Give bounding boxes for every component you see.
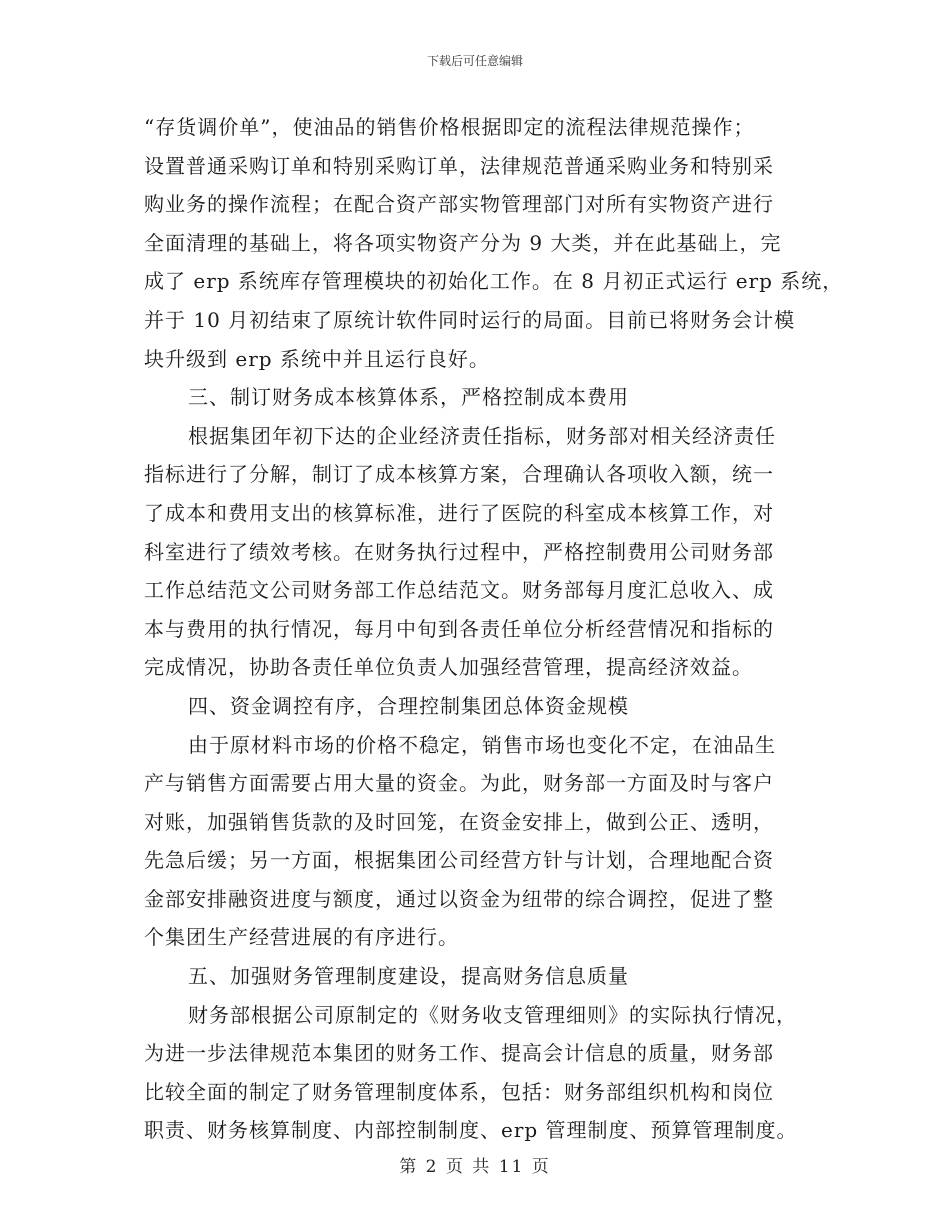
body-line: 比较全面的制定了财务管理制度体系，包括：财务部组织机构和岗位 — [144, 1079, 774, 1104]
body-line: 指标进行了分解，制订了成本核算方案，合理确认各项收入额，统一 — [144, 462, 774, 487]
body-line: 块升级到 erp 系统中并且运行良好。 — [144, 346, 490, 371]
body-line: 全面清理的基础上，将各项实物资产分为 9 大类，并在此基础上，完 — [144, 230, 782, 255]
body-line: “存货调价单”，使油品的销售价格根据即定的流程法律规范操作； — [144, 115, 755, 139]
body-line: 金部安排融资进度与额度，通过以资金为纽带的综合调控，促进了整 — [144, 886, 774, 911]
body-line: 设置普通采购订单和特别采购订单，法律规范普通采购业务和特别采 — [144, 153, 774, 178]
paragraph-start: 财务部根据公司原制定的《财务收支管理细则》的实际执行情况， — [188, 1002, 797, 1027]
body-line: 产与销售方面需要占用大量的资金。为此，财务部一方面及时与客户 — [144, 771, 774, 796]
body-line: 工作总结范文公司财务部工作总结范文。财务部每月度汇总收入、成 — [144, 578, 774, 603]
document-body — [144, 108, 844, 1150]
paragraph-start: 根据集团年初下达的企业经济责任指标，财务部对相关经济责任 — [188, 423, 776, 448]
body-line: 本与费用的执行情况，每月中旬到各责任单位分析经营情况和指标的 — [144, 616, 774, 641]
section-heading: 五、加强财务管理制度建设，提高财务信息质量 — [188, 964, 629, 989]
body-line: 个集团生产经营进展的有序进行。 — [144, 925, 459, 950]
paragraph-start: 由于原材料市场的价格不稳定，销售市场也变化不定，在油品生 — [188, 732, 776, 757]
body-line: 先急后缓；另一方面，根据集团公司经营方针与计划，合理地配合资 — [144, 848, 774, 873]
body-line: 了成本和费用支出的核算标准，进行了医院的科室成本核算工作，对 — [144, 500, 774, 525]
page-number: 第 2 页 共 11 页 — [399, 1157, 551, 1177]
body-line: 购业务的操作流程；在配合资产部实物管理部门对所有实物资产进行 — [144, 192, 774, 217]
body-line: 成了 erp 系统库存管理模块的初始化工作。在 8 月初正式运行 erp 系统， — [144, 269, 844, 294]
body-line: 为进一步法律规范本集团的财务工作、提高会计信息的质量，财务部 — [144, 1041, 774, 1066]
body-line: 对账，加强销售货款的及时回笼，在资金安排上，做到公正、透明， — [144, 809, 774, 834]
section-heading: 三、制订财务成本核算体系，严格控制成本费用 — [188, 385, 629, 410]
body-line: 完成情况，协助各责任单位负责人加强经营管理，提高经济效益。 — [144, 655, 753, 680]
body-line: 科室进行了绩效考核。在财务执行过程中，严格控制费用公司财务部 — [144, 539, 774, 564]
section-heading: 四、资金调控有序，合理控制集团总体资金规模 — [188, 693, 629, 718]
body-line: 并于 10 月初结束了原统计软件同时运行的局面。目前已将财务会计模 — [144, 307, 796, 332]
page-header: 下载后可任意编辑 — [426, 54, 523, 68]
body-line: 职责、财务核算制度、内部控制制度、erp 管理制度、预算管理制度。 — [144, 1118, 798, 1143]
